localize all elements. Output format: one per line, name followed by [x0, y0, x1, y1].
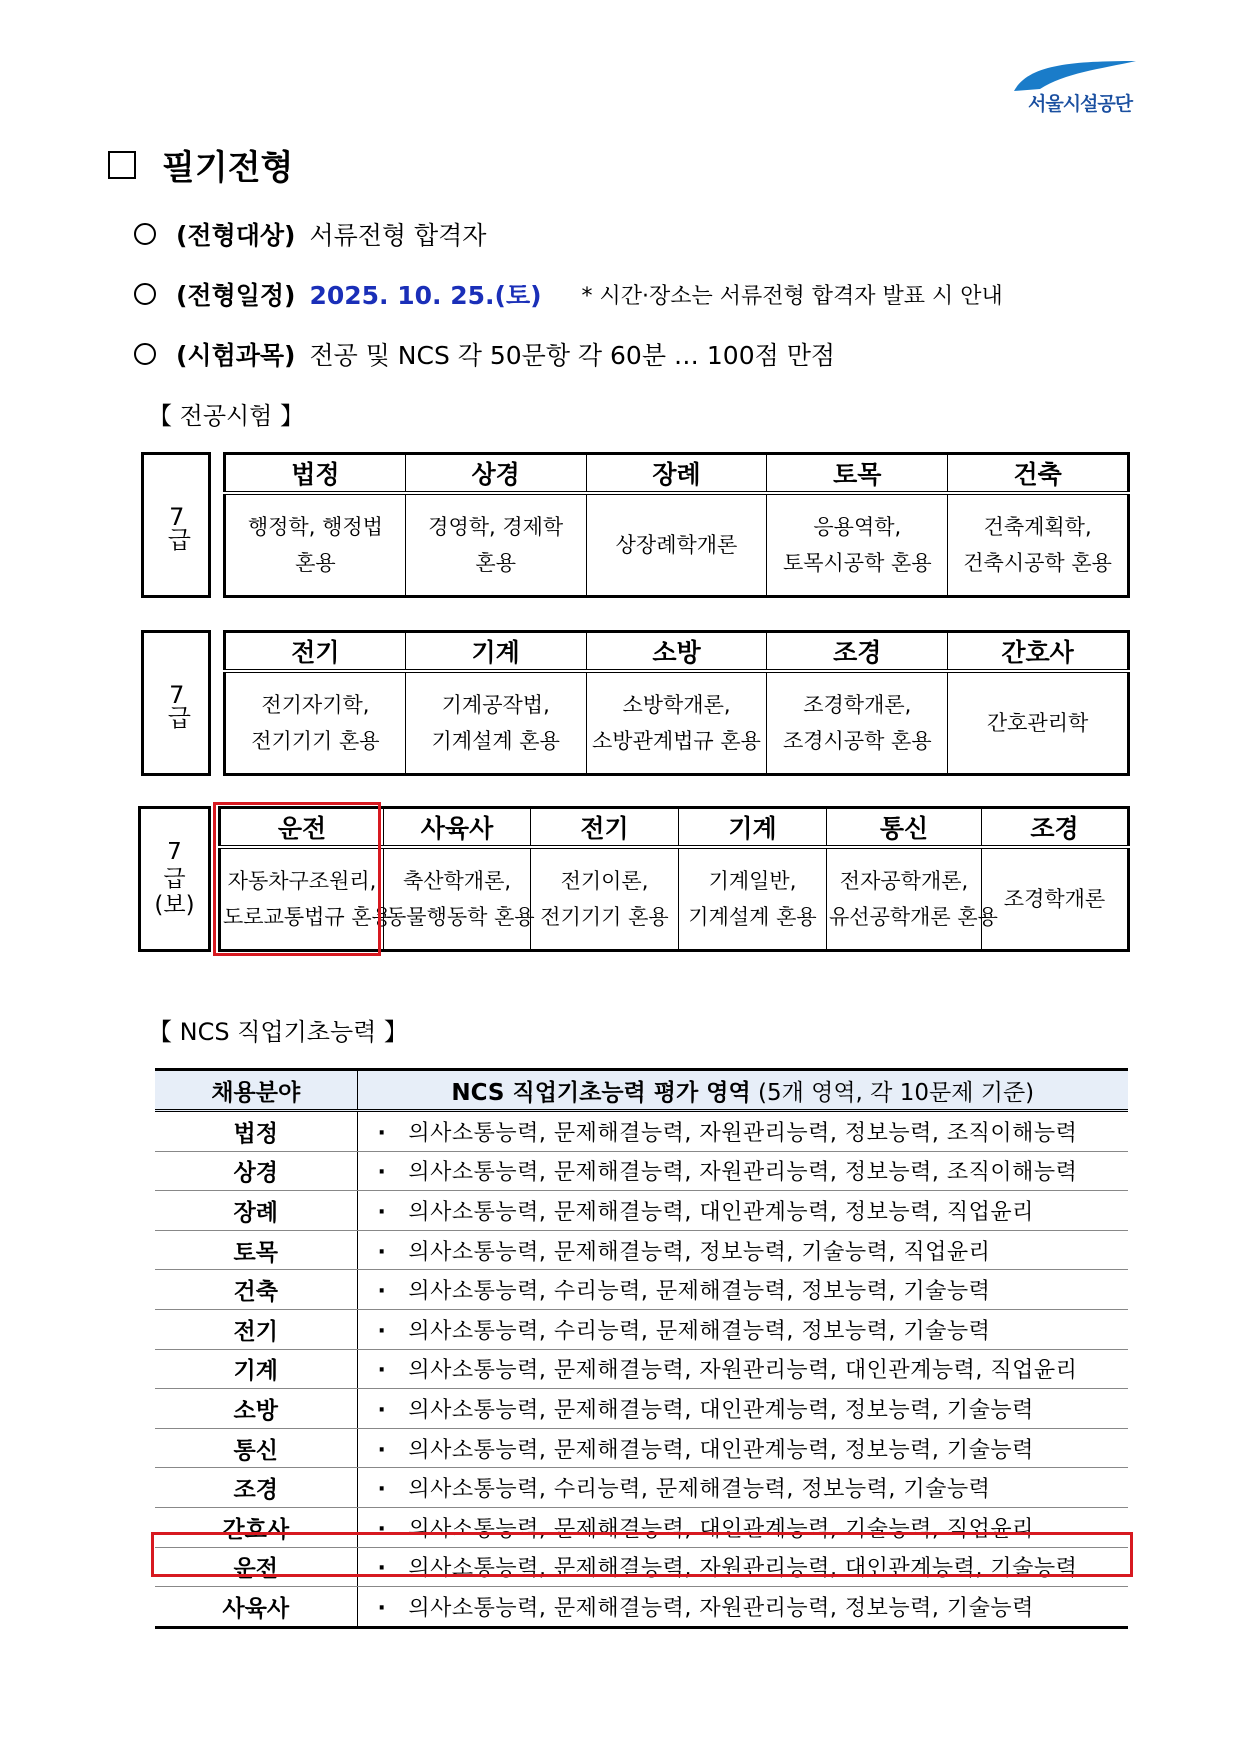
subject-cell: 전기이론, 전기기기 혼용 — [531, 847, 679, 951]
section-title-text: 필기전형 — [162, 148, 294, 188]
ncs-header-field: 채용분야 — [155, 1070, 357, 1111]
table-row: 기계 · 의사소통능력, 문제해결능력, 자원관리능력, 대인관계능력, 직업윤리 — [155, 1349, 1128, 1389]
table-row-highlighted: 운전 · 의사소통능력, 문제해결능력, 자원관리능력, 대인관계능력, 기술능력 — [155, 1547, 1128, 1587]
field-header: 간호사 — [948, 632, 1129, 672]
subjects-value: 전공 및 NCS 각 50문항 각 60분 … 100점 만점 — [309, 341, 835, 370]
table-row: 법정 · 의사소통능력, 문제해결능력, 자원관리능력, 정보능력, 조직이해능력 — [155, 1111, 1128, 1152]
field-header: 운전 — [220, 808, 384, 848]
major-table-2 — [223, 630, 1130, 776]
field-header: 건축 — [948, 454, 1129, 494]
highlight-driving-column — [213, 802, 381, 956]
grade-text: 급 — [163, 865, 186, 892]
exam-date: 2025. 10. 25.(토) — [309, 281, 542, 310]
square-bullet-icon — [108, 151, 136, 179]
field-header: 기계 — [405, 632, 586, 672]
field-header: 기계 — [679, 808, 827, 848]
section-title — [108, 140, 293, 189]
circle-bullet-icon — [134, 283, 156, 305]
subject-cell: 상장례학개론 — [586, 493, 767, 597]
field-header: 상경 — [405, 454, 586, 494]
field-header: 조경 — [767, 632, 948, 672]
seoul-facilities-logo — [1010, 55, 1140, 125]
table-row: 통신 · 의사소통능력, 문제해결능력, 대인관계능력, 정보능력, 기술능력 — [155, 1428, 1128, 1468]
subject-cell: 경영학, 경제학 혼용 — [405, 493, 586, 597]
logo-text: 서울시설공단 — [1028, 93, 1133, 115]
highlight-driving-row — [151, 1532, 1133, 1577]
schedule-label: (전형일정) — [176, 281, 296, 310]
table-row: 장례 · 의사소통능력, 문제해결능력, 대인관계능력, 정보능력, 직업윤리 — [155, 1191, 1128, 1231]
table-row: 조경 · 의사소통능력, 수리능력, 문제해결능력, 정보능력, 기술능력 — [155, 1468, 1128, 1508]
subject-cell: 간호관리학 — [948, 671, 1129, 775]
subject-cell: 건축계획학, 건축시공학 혼용 — [948, 493, 1129, 597]
table-row: 소방 · 의사소통능력, 문제해결능력, 대인관계능력, 정보능력, 기술능력 — [155, 1389, 1128, 1429]
target-value: 서류전형 합격자 — [309, 221, 487, 250]
subject-cell: 전자공학개론, 유선공학개론 혼용 — [827, 847, 982, 951]
subject-cell: 기계공작법, 기계설계 혼용 — [405, 671, 586, 775]
grade-label-2 — [141, 630, 211, 776]
grade-text: 7급 — [162, 681, 191, 725]
target-bullet — [134, 216, 486, 252]
table-row: 전기 · 의사소통능력, 수리능력, 문제해결능력, 정보능력, 기술능력 — [155, 1309, 1128, 1349]
field-header: 법정 — [225, 454, 406, 494]
major-table-1 — [223, 452, 1130, 598]
subject-cell: 축산학개론, 동물행동학 혼용 — [384, 847, 531, 951]
subject-cell: 조경학개론 — [982, 847, 1129, 951]
circle-bullet-icon — [134, 343, 156, 365]
field-header: 전기 — [225, 632, 406, 672]
subjects-label: (시험과목) — [176, 341, 296, 370]
ncs-header-abilities: NCS 직업기초능력 평가 영역 (5개 영역, 각 10문제 기준) — [357, 1070, 1128, 1111]
subjects-bullet — [134, 336, 835, 372]
subject-cell: 응용역학, 토목시공학 혼용 — [767, 493, 948, 597]
table-row: 건축 · 의사소통능력, 수리능력, 문제해결능력, 정보능력, 기술능력 — [155, 1270, 1128, 1310]
field-header: 조경 — [982, 808, 1129, 848]
grade-label-1 — [141, 452, 211, 598]
schedule-note: * 시간·장소는 서류전형 합격자 발표 시 안내 — [581, 283, 1003, 309]
table-row: 상경 · 의사소통능력, 문제해결능력, 자원관리능력, 정보능력, 조직이해능력 — [155, 1151, 1128, 1191]
field-header: 토목 — [767, 454, 948, 494]
grade-text: (보) — [154, 892, 195, 919]
subject-cell: 소방학개론, 소방관계법규 혼용 — [586, 671, 767, 775]
field-header: 장례 — [586, 454, 767, 494]
field-header: 소방 — [586, 632, 767, 672]
field-header: 사육사 — [384, 808, 531, 848]
grade-text: 7급 — [162, 503, 191, 547]
table-row: 사육사 · 의사소통능력, 문제해결능력, 자원관리능력, 정보능력, 기술능력 — [155, 1587, 1128, 1628]
subject-cell: 자동차구조원리, 도로교통법규 혼용 — [220, 847, 384, 951]
schedule-bullet — [134, 276, 1003, 312]
field-header: 통신 — [827, 808, 982, 848]
circle-bullet-icon — [134, 223, 156, 245]
major-exam-title: 【 전공시험 】 — [148, 402, 304, 430]
ncs-title: 【 NCS 직업기초능력 】 — [148, 1018, 408, 1046]
subject-cell: 기계일반, 기계설계 혼용 — [679, 847, 827, 951]
grade-text: 7 — [167, 839, 182, 866]
target-label: (전형대상) — [176, 221, 296, 250]
field-header: 전기 — [531, 808, 679, 848]
grade-label-3 — [138, 806, 211, 952]
subject-cell: 전기자기학, 전기기기 혼용 — [225, 671, 406, 775]
subject-cell: 행정학, 행정법 혼용 — [225, 493, 406, 597]
table-row: 간호사 · 의사소통능력, 문제해결능력, 대인관계능력, 기술능력, 직업윤리 — [155, 1507, 1128, 1547]
subject-cell: 조경학개론, 조경시공학 혼용 — [767, 671, 948, 775]
table-row: 토목 · 의사소통능력, 문제해결능력, 정보능력, 기술능력, 직업윤리 — [155, 1230, 1128, 1270]
